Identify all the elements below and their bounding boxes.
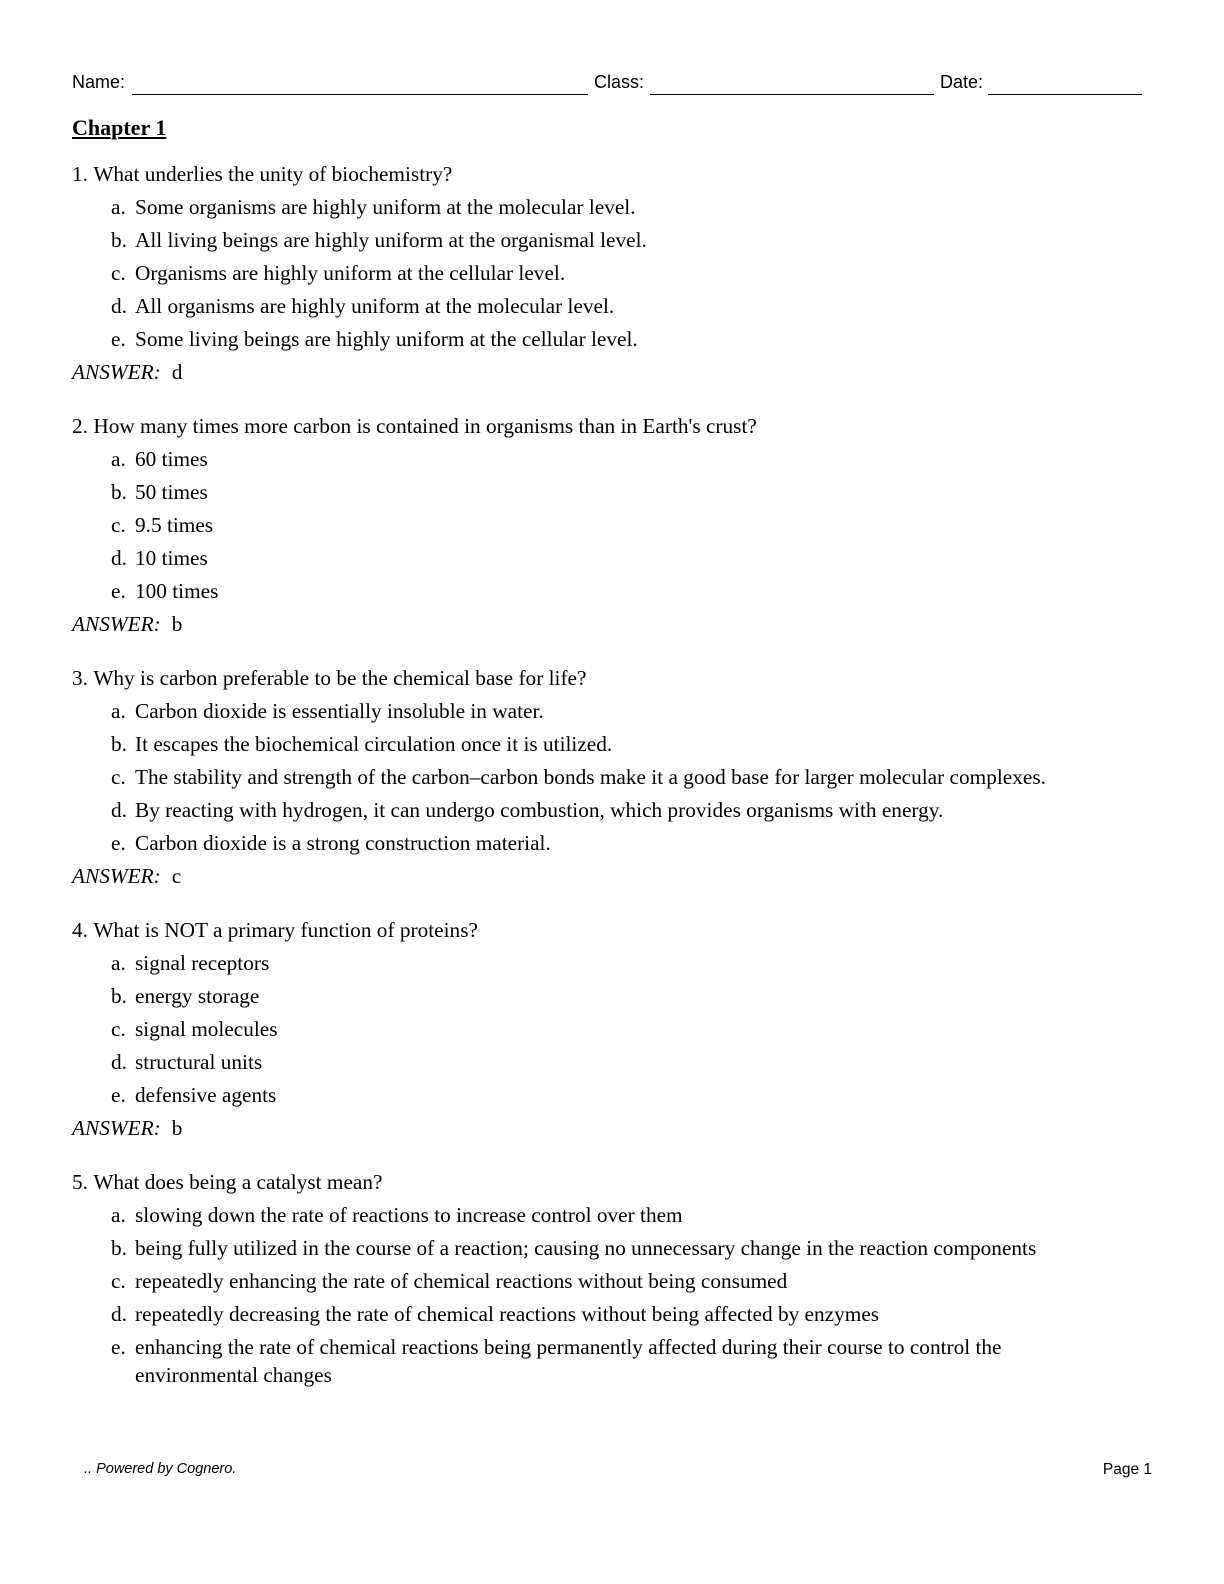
answer-line	[72, 610, 1082, 638]
option-text: defensive agents	[135, 1083, 277, 1107]
answer-value: c	[171, 864, 182, 888]
option-d	[72, 292, 1082, 320]
option-d	[72, 1048, 1082, 1076]
option-d	[72, 796, 1082, 824]
date-label: Date:	[940, 72, 984, 92]
option-text: 50 times	[135, 480, 208, 504]
option-c	[72, 1015, 1082, 1043]
question-number: 3.	[72, 666, 88, 690]
question-text: How many times more carbon is contained in organisms than in Earth's crust?	[93, 414, 757, 438]
option-b	[72, 226, 1082, 254]
option-b	[72, 478, 1082, 506]
answer-line	[72, 1114, 1082, 1142]
question-5	[72, 1168, 1082, 1389]
option-letter: b.	[111, 732, 127, 756]
option-c	[72, 259, 1082, 287]
option-text: Some organisms are highly uniform at the molecular level.	[135, 195, 636, 219]
option-text: enhancing the rate of chemical reactions being permanently affected during their course to control the environmental changes	[135, 1335, 1002, 1387]
option-letter: a.	[111, 951, 126, 975]
option-text: repeatedly decreasing the rate of chemical reactions without being affected by enzymes	[135, 1302, 880, 1326]
chapter-title: Chapter 1	[72, 115, 167, 140]
option-e	[72, 1081, 1082, 1109]
answer-label: ANSWER:	[72, 360, 161, 384]
option-text: Carbon dioxide is a strong construction material.	[135, 831, 551, 855]
answer-value: d	[171, 360, 183, 384]
option-letter: c.	[111, 1017, 126, 1041]
footer-page-number: Page 1	[1102, 1461, 1152, 1478]
option-letter: d.	[111, 798, 127, 822]
option-text: 9.5 times	[135, 513, 214, 537]
question-stem	[72, 916, 1082, 944]
option-list	[72, 1201, 1082, 1389]
question-stem	[72, 1168, 1082, 1196]
student-info-header	[72, 72, 1144, 98]
option-text: slowing down the rate of reactions to increase control over them	[135, 1203, 683, 1227]
question-number: 1.	[72, 162, 88, 186]
answer-label: ANSWER:	[72, 1116, 161, 1140]
name-label: Name:	[72, 72, 126, 92]
option-letter: e.	[111, 327, 126, 351]
answer-line	[72, 358, 1082, 386]
option-c	[72, 511, 1082, 539]
option-letter: d.	[111, 546, 127, 570]
option-letter: b.	[111, 480, 127, 504]
option-text: 100 times	[135, 579, 219, 603]
option-text: structural units	[135, 1050, 263, 1074]
option-letter: b.	[111, 984, 127, 1008]
option-text: By reacting with hydrogen, it can undergo combustion, which provides organisms with energy.	[135, 798, 944, 822]
option-letter: a.	[111, 699, 126, 723]
option-c	[72, 763, 1082, 791]
option-list	[72, 697, 1082, 857]
option-letter: e.	[111, 831, 126, 855]
class-blank-line[interactable]	[650, 94, 934, 95]
question-number: 2.	[72, 414, 88, 438]
answer-value: b	[171, 612, 183, 636]
option-letter: c.	[111, 1269, 126, 1293]
option-c	[72, 1267, 1082, 1295]
option-e	[72, 829, 1082, 857]
question-stem	[72, 412, 1082, 440]
option-text: All living beings are highly uniform at the organismal level.	[135, 228, 647, 252]
question-1	[72, 160, 1082, 386]
option-a	[72, 445, 1082, 473]
question-number: 4.	[72, 918, 88, 942]
question-4	[72, 916, 1082, 1142]
option-text: All organisms are highly uniform at the molecular level.	[135, 294, 615, 318]
option-a	[72, 193, 1082, 221]
option-text: 60 times	[135, 447, 208, 471]
question-3	[72, 664, 1082, 890]
option-letter: d.	[111, 1050, 127, 1074]
option-a	[72, 1201, 1082, 1229]
answer-value: b	[171, 1116, 183, 1140]
question-text: What does being a catalyst mean?	[93, 1170, 383, 1194]
option-text: signal molecules	[135, 1017, 278, 1041]
option-letter: c.	[111, 261, 126, 285]
option-letter: c.	[111, 765, 126, 789]
question-stem	[72, 160, 1082, 188]
option-text: 10 times	[135, 546, 208, 570]
option-letter: a.	[111, 447, 126, 471]
option-letter: a.	[111, 195, 126, 219]
answer-label: ANSWER:	[72, 864, 161, 888]
option-b	[72, 982, 1082, 1010]
option-letter: e.	[111, 1083, 126, 1107]
option-b	[72, 730, 1082, 758]
option-letter: e.	[111, 579, 126, 603]
option-d	[72, 544, 1082, 572]
option-list	[72, 445, 1082, 605]
footer-powered-by: .. Powered by Cognero.	[84, 1461, 237, 1477]
answer-label: ANSWER:	[72, 612, 161, 636]
option-list	[72, 193, 1082, 353]
option-e	[72, 325, 1082, 353]
option-letter: c.	[111, 513, 126, 537]
option-e	[72, 577, 1082, 605]
option-letter: d.	[111, 1302, 127, 1326]
option-text: signal receptors	[135, 951, 270, 975]
option-letter: b.	[111, 228, 127, 252]
option-letter: e.	[111, 1335, 126, 1359]
question-number: 5.	[72, 1170, 88, 1194]
option-list	[72, 949, 1082, 1109]
option-b	[72, 1234, 1082, 1262]
question-text: Why is carbon preferable to be the chemical base for life?	[93, 666, 587, 690]
option-d	[72, 1300, 1082, 1328]
name-blank-line[interactable]	[132, 94, 588, 95]
question-text: What underlies the unity of biochemistry?	[93, 162, 453, 186]
option-text: The stability and strength of the carbon–carbon bonds make it a good base for larger molecular complexes.	[135, 765, 1046, 789]
class-label: Class:	[594, 72, 645, 92]
option-letter: a.	[111, 1203, 126, 1227]
option-text: Some living beings are highly uniform at the cellular level.	[135, 327, 638, 351]
option-text: repeatedly enhancing the rate of chemical reactions without being consumed	[135, 1269, 788, 1293]
option-text: Carbon dioxide is essentially insoluble in water.	[135, 699, 544, 723]
option-a	[72, 697, 1082, 725]
option-text: being fully utilized in the course of a reaction; causing no unnecessary change in the reaction components	[135, 1236, 1037, 1260]
question-text: What is NOT a primary function of proteins?	[93, 918, 478, 942]
question-2	[72, 412, 1082, 638]
option-e	[72, 1333, 1082, 1389]
option-text: energy storage	[135, 984, 260, 1008]
option-text: Organisms are highly uniform at the cellular level.	[135, 261, 566, 285]
date-blank-line[interactable]	[988, 94, 1142, 95]
option-letter: d.	[111, 294, 127, 318]
option-a	[72, 949, 1082, 977]
question-stem	[72, 664, 1082, 692]
option-letter: b.	[111, 1236, 127, 1260]
question-list	[72, 160, 1082, 1415]
option-text: It escapes the biochemical circulation once it is utilized.	[135, 732, 613, 756]
answer-line	[72, 862, 1082, 890]
